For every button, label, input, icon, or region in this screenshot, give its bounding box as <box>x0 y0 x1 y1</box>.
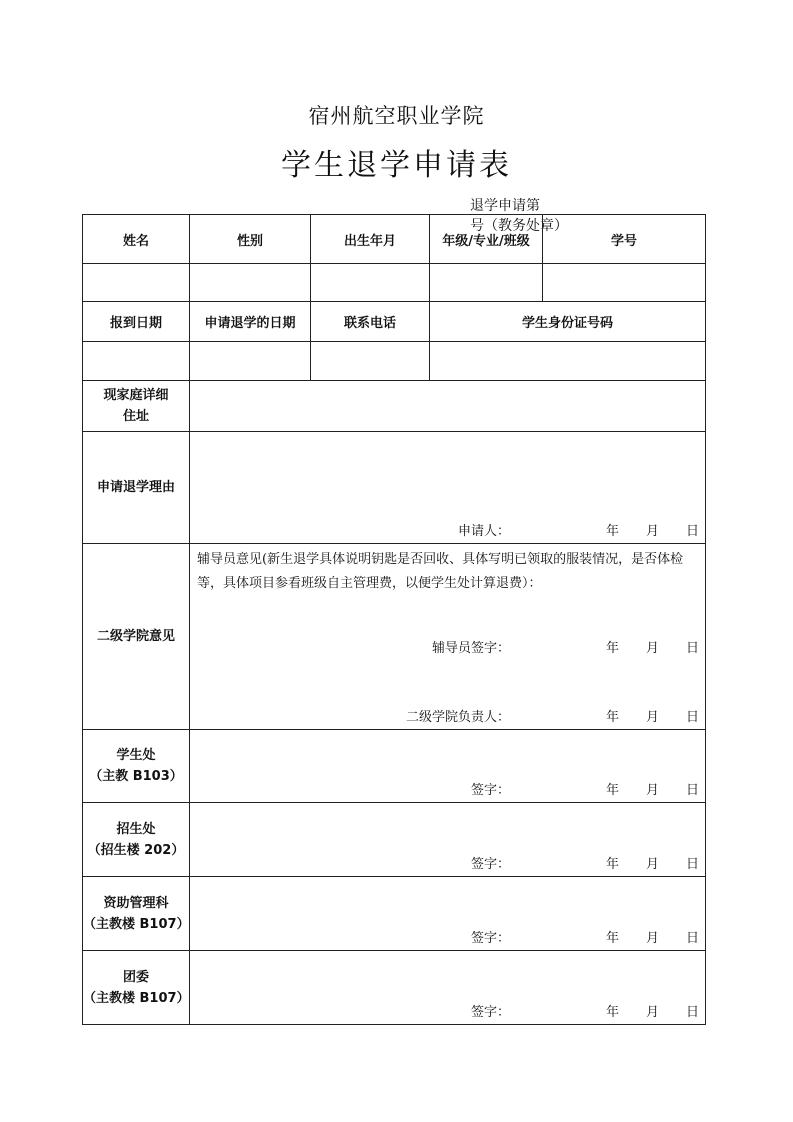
year-label: 年 <box>606 783 620 798</box>
year-label: 年 <box>606 1005 620 1020</box>
serial-prefix: 退学申请第 <box>470 198 540 214</box>
student-affairs-field[interactable] <box>190 730 706 803</box>
address-label-text: 现家庭详细住址 <box>103 388 169 424</box>
office-label-admissions <box>83 803 190 877</box>
college-head-signature-label: 二级学院负责人： <box>405 710 510 725</box>
day-label: 日 <box>686 931 700 946</box>
college-opinion-label: 二级学院意见 <box>83 544 190 730</box>
day-label: 日 <box>686 1005 700 1020</box>
header-name: 姓名 <box>83 215 190 264</box>
header-grade-major-class: 年级/专业/班级 <box>430 215 543 264</box>
applicant-signature-label: 申请人： <box>457 524 510 539</box>
day-label: 日 <box>686 641 700 656</box>
day-label: 日 <box>686 710 700 725</box>
year-label: 年 <box>606 857 620 872</box>
office-name: 团委 <box>122 969 149 985</box>
header-withdrawal-date: 申请退学的日期 <box>190 302 311 342</box>
school-name: 宿州航空职业学院 <box>308 104 485 128</box>
year-label: 年 <box>606 710 620 725</box>
office-location: （招生楼 202） <box>87 842 185 858</box>
reason-signature-line <box>190 520 705 538</box>
signature-label: 签字： <box>470 1005 510 1020</box>
address-label <box>83 381 190 432</box>
year-label: 年 <box>606 931 620 946</box>
youth-league-field[interactable] <box>190 951 706 1025</box>
reason-field[interactable] <box>190 432 706 544</box>
office-signature-line <box>190 779 705 797</box>
month-label: 月 <box>646 524 660 539</box>
header-phone: 联系电话 <box>311 302 430 342</box>
reason-label: 申请退学理由 <box>83 432 190 544</box>
enrollment-date-field[interactable] <box>83 342 190 381</box>
month-label: 月 <box>646 857 660 872</box>
month-label: 月 <box>646 1005 660 1020</box>
office-signature-line <box>190 1001 705 1019</box>
admissions-field[interactable] <box>190 803 706 877</box>
college-opinion-field[interactable] <box>190 544 706 730</box>
office-signature-line <box>190 927 705 945</box>
office-signature-line <box>190 853 705 871</box>
office-label-student-affairs <box>83 730 190 803</box>
header-gender: 性别 <box>190 215 311 264</box>
college-head-signature-line <box>190 706 705 724</box>
office-location: （主教楼 B107） <box>83 990 190 1006</box>
header-birth-date: 出生年月 <box>311 215 430 264</box>
office-label-youth-league <box>83 951 190 1025</box>
year-label: 年 <box>606 524 620 539</box>
office-location: （主教楼 B107） <box>83 916 190 932</box>
grade-major-class-field[interactable] <box>430 264 543 302</box>
month-label: 月 <box>646 783 660 798</box>
signature-label: 签字： <box>470 783 510 798</box>
birth-date-field[interactable] <box>311 264 430 302</box>
counselor-note: 辅导员意见(新生退学具体说明钥匙是否回收、具体写明已领取的服装情况，是否体检等，具体项目参看班级自主管理费，以便学生处计算退费）： <box>197 552 684 591</box>
day-label: 日 <box>686 857 700 872</box>
month-label: 月 <box>646 641 660 656</box>
phone-field[interactable] <box>311 342 430 381</box>
student-id-field[interactable] <box>543 264 706 302</box>
withdrawal-date-field[interactable] <box>190 342 311 381</box>
financial-aid-field[interactable] <box>190 877 706 951</box>
day-label: 日 <box>686 783 700 798</box>
month-label: 月 <box>646 710 660 725</box>
header-student-id: 学号 <box>543 215 706 264</box>
office-name: 招生处 <box>116 821 156 837</box>
withdrawal-form-table <box>82 214 706 1025</box>
day-label: 日 <box>686 524 700 539</box>
address-field[interactable] <box>190 381 706 432</box>
name-field[interactable] <box>83 264 190 302</box>
office-label-financial-aid <box>83 877 190 951</box>
month-label: 月 <box>646 931 660 946</box>
counselor-signature-line <box>190 637 705 655</box>
signature-label: 签字： <box>470 857 510 872</box>
counselor-signature-label: 辅导员签字： <box>431 641 510 656</box>
header-enrollment-date: 报到日期 <box>83 302 190 342</box>
signature-label: 签字： <box>470 931 510 946</box>
header-id-card-number: 学生身份证号码 <box>430 302 706 342</box>
serial-suffix: 号（教务处章） <box>470 218 568 234</box>
office-name: 学生处 <box>116 748 156 763</box>
gender-field[interactable] <box>190 264 311 302</box>
id-card-number-field[interactable] <box>430 342 706 381</box>
office-location: （主教 B103） <box>89 769 183 784</box>
year-label: 年 <box>606 641 620 656</box>
office-name: 资助管理科 <box>103 895 169 911</box>
form-title: 学生退学申请表 <box>281 148 512 183</box>
